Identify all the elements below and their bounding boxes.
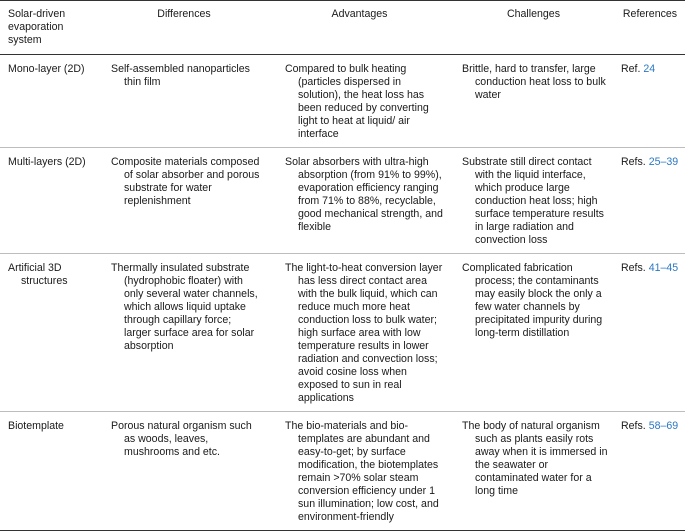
header-system: Solar-driven evaporation system <box>8 8 66 46</box>
system-name: Mono-layer (2D) <box>8 63 85 75</box>
references-cell <box>615 254 685 412</box>
references-prefix: Refs. <box>621 420 646 432</box>
challenges-text: Brittle, hard to transfer, large conduction heat loss to bulk water <box>462 63 606 101</box>
differences-text: Thermally insulated substrate (hydrophobic floater) with only several water channels, which allows liquid uptake through capillary force; larger surface area for solar absorption <box>111 262 258 352</box>
system-cell <box>0 55 101 148</box>
header-challenges: Challenges <box>506 8 560 20</box>
challenges-text: The body of natural organism such as plants easily rots away when it is immersed in the seawater or contaminated water for a long time <box>462 420 608 497</box>
differences-cell <box>101 55 267 148</box>
table-row <box>0 412 685 531</box>
differences-text: Self-assembled nanoparticles thin film <box>111 63 250 88</box>
header-row <box>0 1 685 55</box>
system-cell <box>0 254 101 412</box>
reference-link[interactable]: 24 <box>643 63 656 75</box>
challenges-cell <box>452 412 615 531</box>
challenges-text: Substrate still direct contact with the liquid interface, which produce large conduction heat loss; high surface temperature results in large radiation and convection loss <box>462 156 604 246</box>
system-cell <box>0 412 101 531</box>
differences-cell <box>101 254 267 412</box>
reference-link[interactable]: 41–45 <box>648 262 679 274</box>
challenges-cell <box>452 148 615 254</box>
references-cell <box>615 412 685 531</box>
references-cell <box>615 55 685 148</box>
differences-text: Composite materials composed of solar absorber and porous substrate for water replenishment <box>111 156 260 207</box>
differences-text: Porous natural organism such as woods, leaves, mushrooms and etc. <box>111 420 252 458</box>
table-header <box>0 1 685 55</box>
differences-cell <box>101 412 267 531</box>
advantages-text: Compared to bulk heating (particles dispersed in solution), the heat loss has been reduced by converting light to heat at liquid/ air interface <box>285 63 429 140</box>
reference-link[interactable]: 25–39 <box>648 156 679 168</box>
system-name: Artificial 3D structures <box>8 262 68 287</box>
advantages-text: The light-to-heat conversion layer has less direct contact area with the bulk liquid, which can reduce much more heat conduction loss to bulk water; high surface area with low temperature results in lower radiation and convection loss; avoid cosine loss when exposed to sun in real applications <box>285 262 443 404</box>
challenges-text: Complicated fabrication process; the contaminants may easily block the only a few water channels by precipitated impurity during long-term distillation <box>462 262 603 339</box>
challenges-cell <box>452 254 615 412</box>
header-advantages: Advantages <box>331 8 388 20</box>
header-differences: Differences <box>157 8 211 20</box>
reference-link[interactable]: 58–69 <box>648 420 679 432</box>
system-name: Biotemplate <box>8 420 64 432</box>
references-prefix: Refs. <box>621 156 646 168</box>
table-row <box>0 254 685 412</box>
advantages-cell <box>267 412 452 531</box>
advantages-text: The bio-materials and bio-templates are abundant and easy-to-get; by surface modification, the biotemplates remain >70% solar steam conversion efficiency under 1 sun illumination; low cost, and environment-friendly <box>285 420 439 523</box>
table-row <box>0 148 685 254</box>
advantages-text: Solar absorbers with ultra-high absorption (from 91% to 99%), evaporation efficiency ranging from 71% to 88%, recyclable, good mechanical strength, and flexible <box>285 156 443 233</box>
system-cell <box>0 148 101 254</box>
references-prefix: Ref. <box>621 63 641 75</box>
system-name: Multi-layers (2D) <box>8 156 86 168</box>
differences-cell <box>101 148 267 254</box>
advantages-cell <box>267 148 452 254</box>
references-prefix: Refs. <box>621 262 646 274</box>
header-references: References <box>622 8 678 20</box>
table-row <box>0 55 685 148</box>
advantages-cell <box>267 55 452 148</box>
challenges-cell <box>452 55 615 148</box>
references-cell <box>615 148 685 254</box>
table-body <box>0 55 685 531</box>
advantages-cell <box>267 254 452 412</box>
